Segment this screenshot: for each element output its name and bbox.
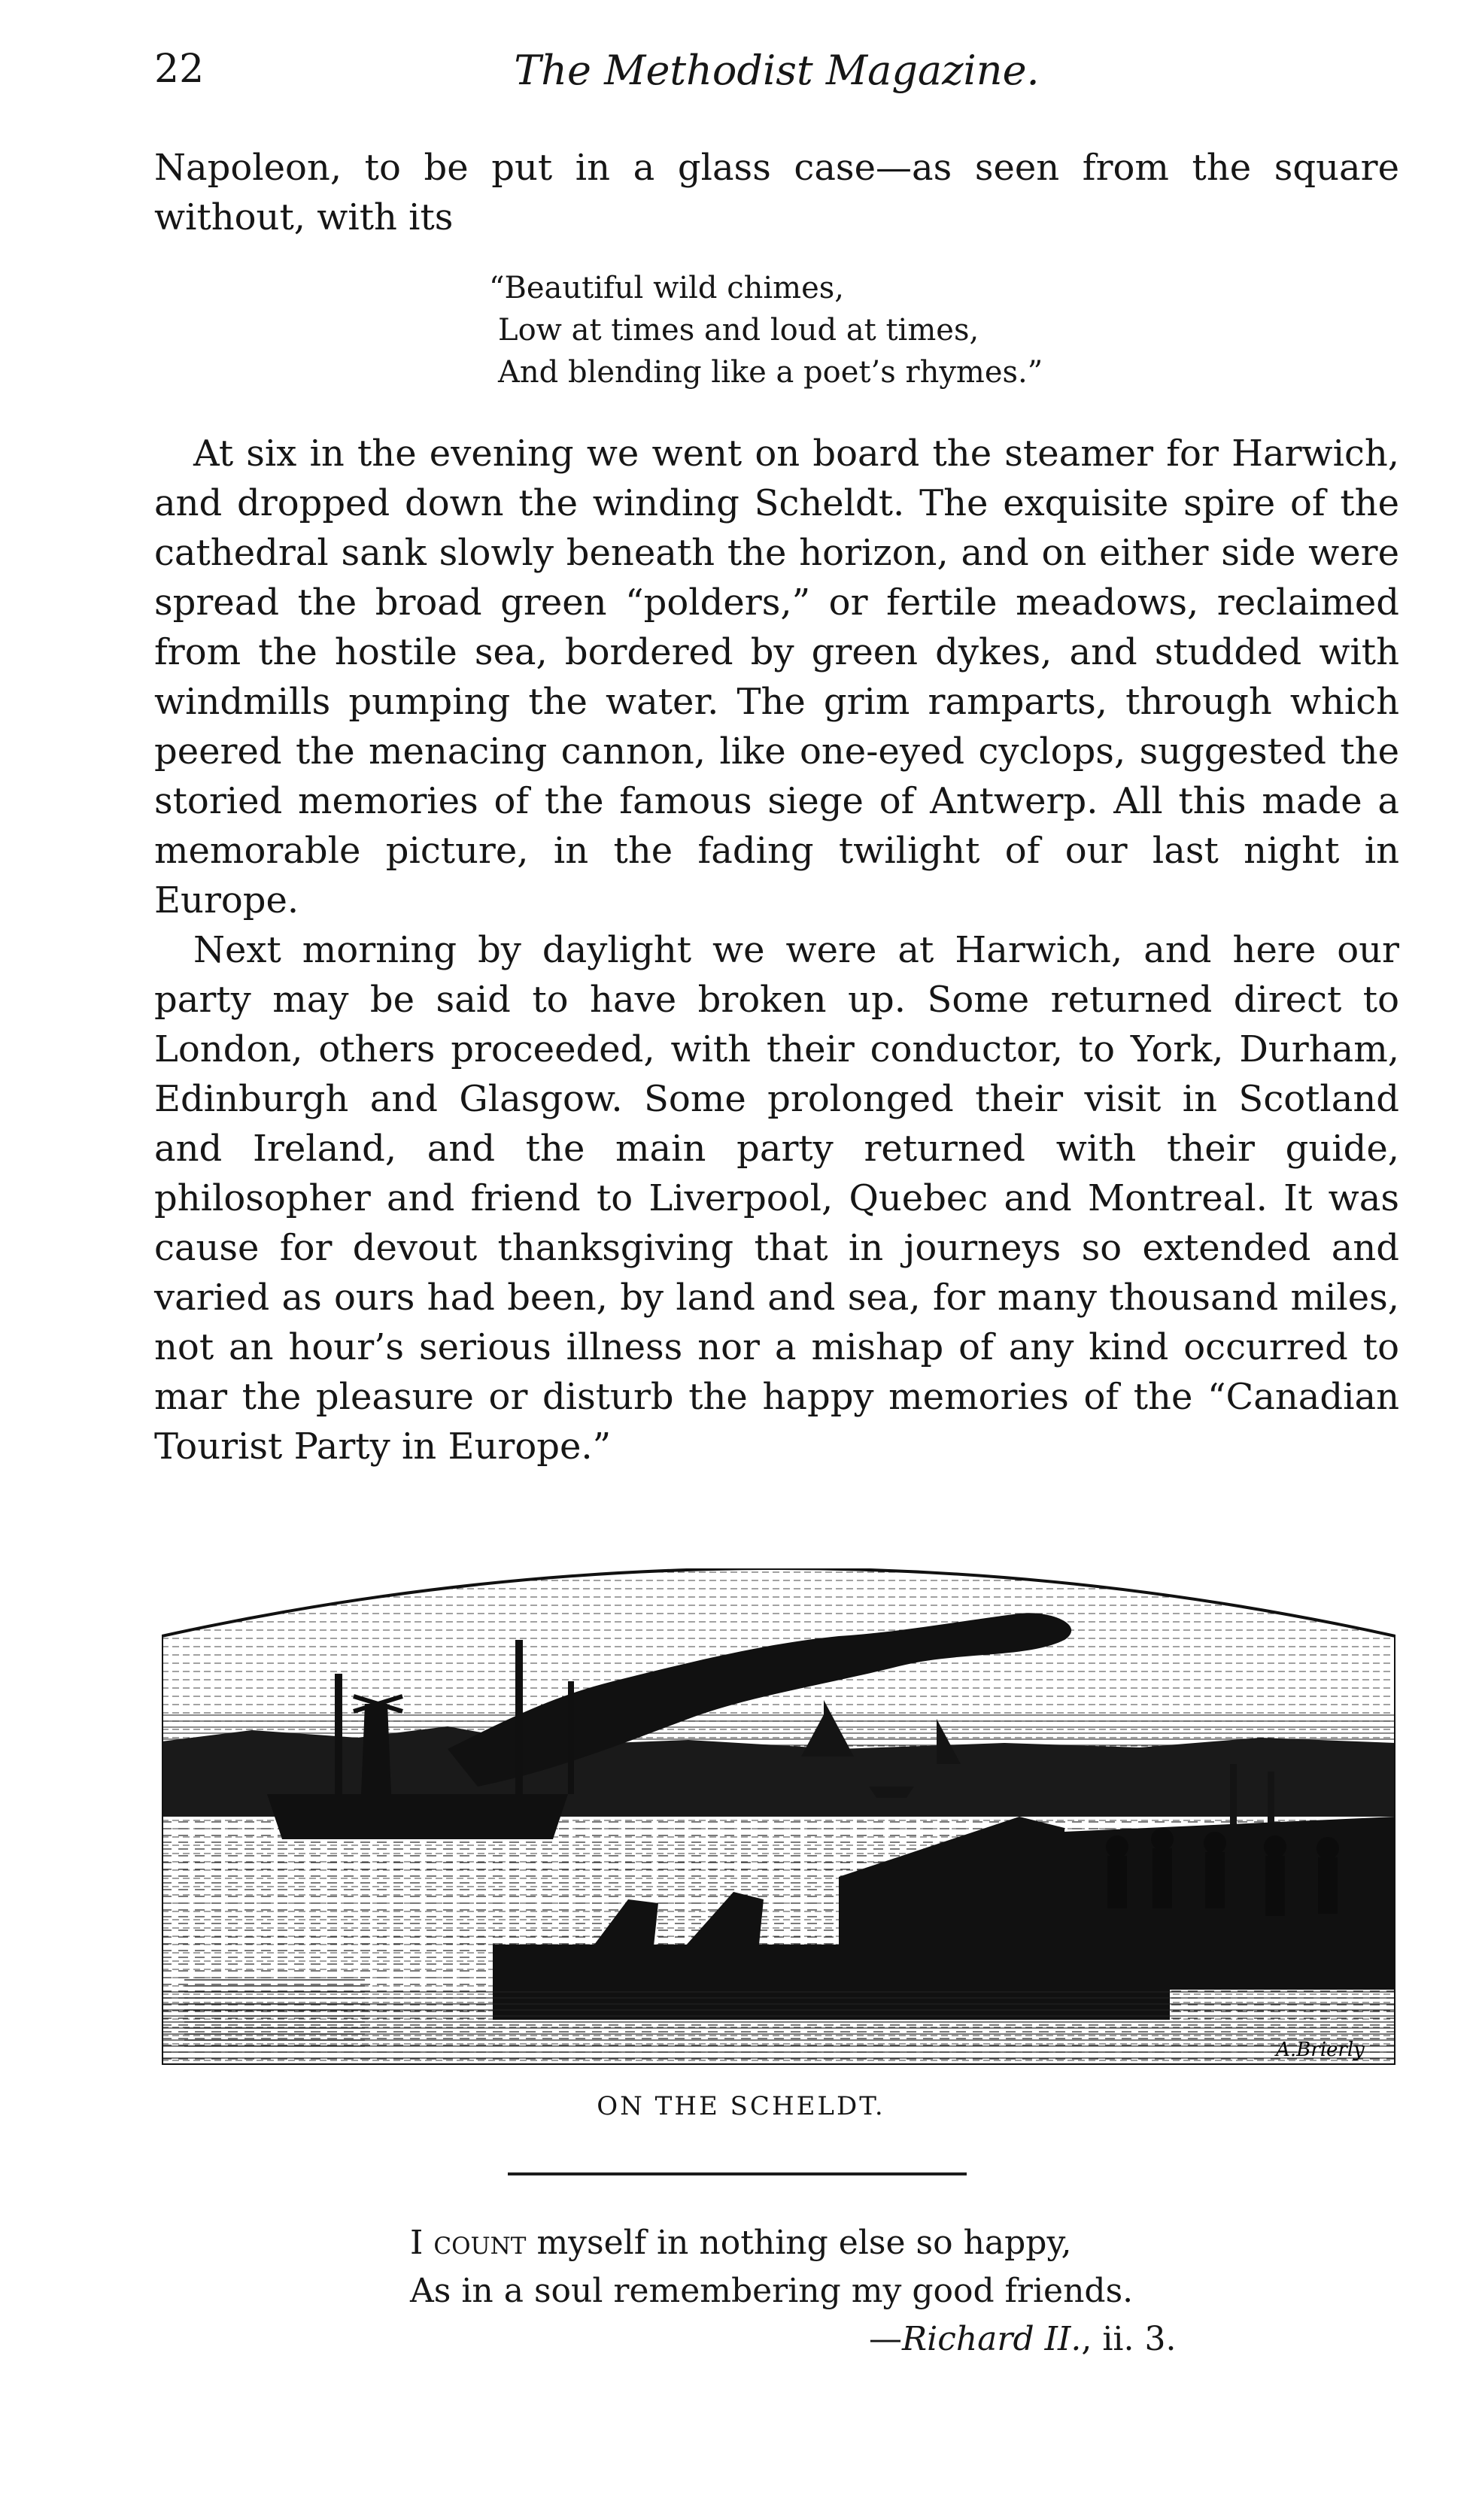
scheldt-engraving [162,1568,1395,2065]
artist-signature: A.Brierly [1276,2039,1365,2061]
attribution-reference: , ii. 3. [1081,2320,1177,2358]
paragraph-harwich: Next morning by daylight we were at Harwich, and here our party may be said to have broken up. Some returned direct to London, others proceeded, with their conductor, to York, Durham, Edinburgh and Glasgow. Some prolonged their visit in Scotland and Ireland, and the main party returned with their guide, philosopher and friend to Liverpool, Quebec and Montreal. It was cause for devout thanksgiving that in journeys so extended and varied as ours had been, by land and sea, for many thousand miles, not an hour’s serious illness nor a mishap of any kind occurred to mar the pleasure or disturb the happy memories of the “Canadian Tourist Party in Europe.” [154,929,1399,1468]
attribution-dash: — [869,2320,902,2358]
intro-paragraph [154,143,1399,242]
verse-line: And blending like a poet’s rhymes.” [498,355,1043,390]
page-number: 22 [154,47,205,92]
quote-line-1 [410,2219,1176,2267]
main-text [154,429,1399,1471]
quote-line-1-rest: myself in nothing else so happy, [526,2224,1072,2262]
paragraph-departure: At six in the evening we went on board the steamer for Harwich, and dropped down the winding Scheldt. The exquisite spire of the cathedral sank slowly beneath the horizon, and on either side were spread the broad green “polders,” or fertile meadows, reclaimed from the hostile sea, bordered by green dykes, and studded with windmills pumping the water. The grim ramparts, through which peered the menacing cannon, like one-eyed cyclops, suggested the storied memories of the famous siege of Antwerp. All this made a memorable picture, in the fading twilight of our last night in Europe. [154,433,1399,921]
verse-line: Low at times and loud at times, [498,313,979,348]
figure-caption: ON THE SCHELDT. [597,2091,885,2121]
section-divider [508,2172,967,2175]
verse-block [489,267,1043,393]
quote-first-word: I [410,2224,424,2262]
intro-text: Napoleon, to be put in a glass case—as seen from the square without, with its [154,147,1399,238]
running-title: The Methodist Magazine. [514,47,1040,94]
verse-line: “Beautiful wild chimes, [489,271,845,305]
quote-attribution [410,2315,1176,2364]
quote-small-caps-word: count [433,2224,527,2262]
closing-quote [410,2219,1176,2364]
attribution-work: Richard II. [902,2320,1082,2358]
page-header [154,47,1399,114]
quote-line-2: As in a soul remembering my good friends. [410,2272,1134,2310]
